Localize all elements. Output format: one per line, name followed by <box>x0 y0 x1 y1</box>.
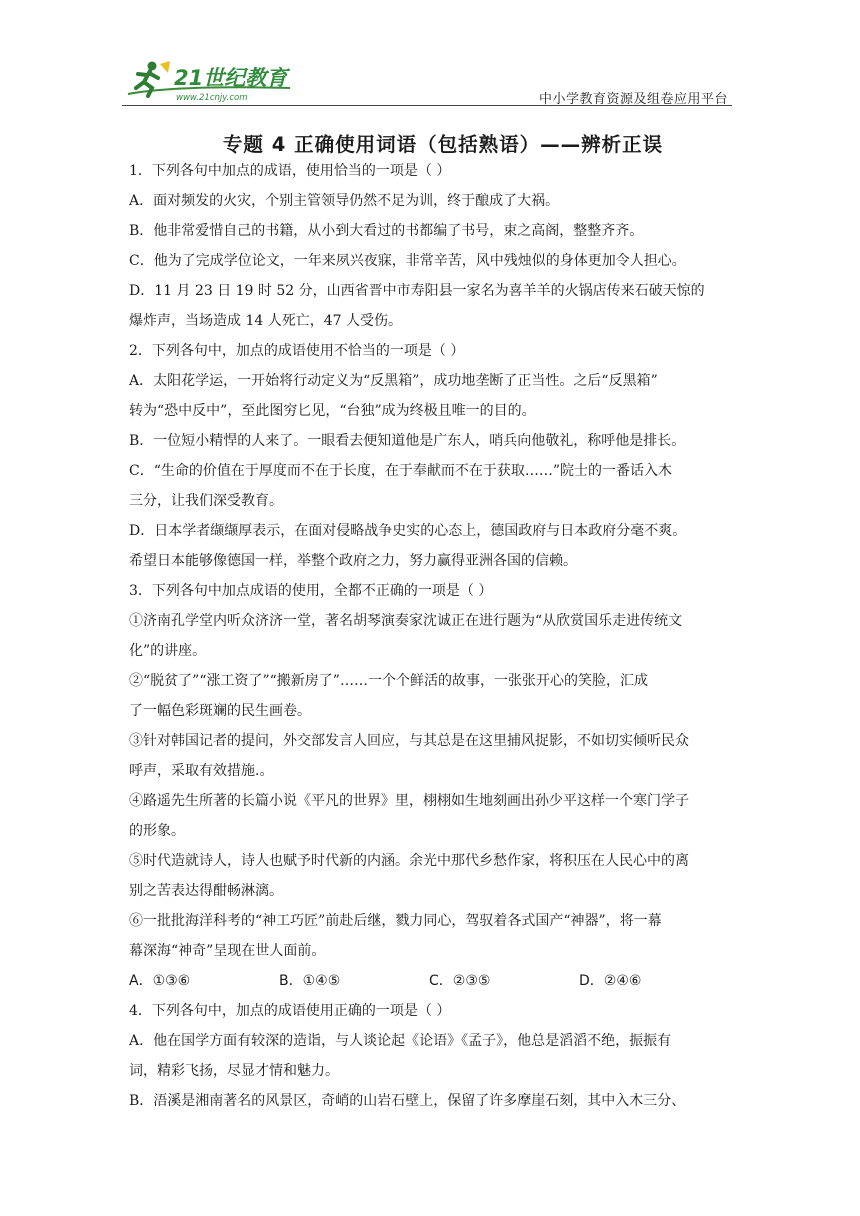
text-line: C．“生命的价值在于厚度而不在于长度，在于奉献而不在于获取……”院士的一番话入木 <box>129 463 673 479</box>
text-line: 3．下列各句中加点成语的使用，全都不正确的一项是（ ） <box>129 583 493 599</box>
page-header <box>122 58 732 106</box>
text-line: 词，精彩飞扬，尽显才情和魅力。 <box>129 1063 339 1079</box>
text-line: 化”的讲座。 <box>129 643 207 659</box>
text-line: ④路遥先生所著的长篇小说《平凡的世界》里，栩栩如生地刻画出孙少平这样一个寒门学子 <box>129 793 689 809</box>
text-line: ⑥一批批海洋科考的“神工巧匠”前赴后继，戮力同心，驾驭着各式国产“神器”，将一幕 <box>129 913 662 929</box>
text-line: D．11 月 23 日 19 时 52 分，山西省晋中市寿阳县一家名为喜羊羊的火锅店传来石破天惊的 <box>129 283 705 299</box>
text-line: A．面对频发的火灾，个别主管领导仍然不足为训，终于酿成了大祸。 <box>129 193 560 209</box>
page-title: 专题 4 正确使用词语（包括熟语）——辨析正误 <box>222 133 664 156</box>
text-line: 1．下列各句中加点的成语，使用恰当的一项是（ ） <box>129 163 451 179</box>
text-line: 别之苦表达得酣畅淋漓。 <box>129 883 283 899</box>
text-line: 呼声，采取有效措施.。 <box>129 763 274 779</box>
text-line: B．他非常爱惜自己的书籍，从小到大看过的书都编了书号，束之高阁，整整齐齐。 <box>129 223 644 239</box>
logo-text: 21世纪教育 <box>174 66 288 90</box>
text-line: C．他为了完成学位论文，一年来夙兴夜寐，非常辛苦，风中残烛似的身体更加令人担心。 <box>129 253 686 269</box>
text-line: 的形象。 <box>129 823 185 839</box>
text-line: A．他在国学方面有较深的造诣，与人谈论起《论语》《孟子》，他总是滔滔不绝，振振有 <box>129 1033 672 1049</box>
document-body <box>129 156 732 1116</box>
text-line: 转为“恐中反中”，至此图穷匕见，“台独”成为终极且唯一的目的。 <box>129 403 536 419</box>
text-line: 4．下列各句中，加点的成语使用正确的一项是（ ） <box>129 1003 451 1019</box>
logo-url: www.21cnjy.com <box>176 93 248 103</box>
text-line: A．太阳花学运，一开始将行动定义为“反黑箱”，成功地垄断了正当性。之后“反黑箱” <box>129 373 658 389</box>
text-line: ①济南孔学堂内听众济济一堂，著名胡琴演奏家沈诚正在进行题为“从欣赏国乐走进传统文 <box>129 613 683 629</box>
text-line: 2．下列各句中，加点的成语使用不恰当的一项是（ ） <box>129 343 465 359</box>
text-line: 幕深海“神奇”呈现在世人面前。 <box>129 943 326 959</box>
option-a: A．①③⑥ <box>129 973 191 989</box>
answer-options <box>129 966 732 996</box>
text-line: 希望日本能够像德国一样，举整个政府之力，努力赢得亚洲各国的信赖。 <box>129 553 577 569</box>
21cnjy-logo <box>122 58 292 104</box>
option-b: B．①④⑤ <box>279 973 341 989</box>
text-line: ⑤时代造就诗人，诗人也赋予时代新的内涵。余光中那代乡愁作家，将积压在人民心中的离 <box>129 853 689 869</box>
header-divider <box>122 105 732 106</box>
platform-name: 中小学教育资源及组卷应用平台 <box>538 92 728 107</box>
text-line: B．一位短小精悍的人来了。一眼看去便知道他是广东人，哨兵向他敬礼，称呼他是排长。 <box>129 433 686 449</box>
runner-logo-icon <box>122 58 292 104</box>
text-line: 爆炸声，当场造成 14 人死亡，47 人受伤。 <box>129 313 402 329</box>
option-d: D．②④⑥ <box>579 973 642 989</box>
text-line: ③针对韩国记者的提问，外交部发言人回应，与其总是在这里捕风捉影，不如切实倾听民众 <box>129 733 689 749</box>
option-c: C．②③⑤ <box>429 973 491 989</box>
text-line: 了一幅色彩斑斓的民生画卷。 <box>129 703 311 719</box>
text-line: 三分，让我们深受教育。 <box>129 493 283 509</box>
text-line: D．日本学者缬缬厚表示，在面对侵略战争史实的心态上，德国政府与日本政府分毫不爽。 <box>129 523 687 539</box>
text-line: B．浯溪是湘南著名的风景区，奇峭的山岩石壁上，保留了许多摩崖石刻，其中入木三分、 <box>129 1093 686 1109</box>
text-line: ②“脱贫了”“涨工资了”“搬新房了”……一个个鲜活的故事，一张张开心的笑脸，汇成 <box>129 673 648 689</box>
